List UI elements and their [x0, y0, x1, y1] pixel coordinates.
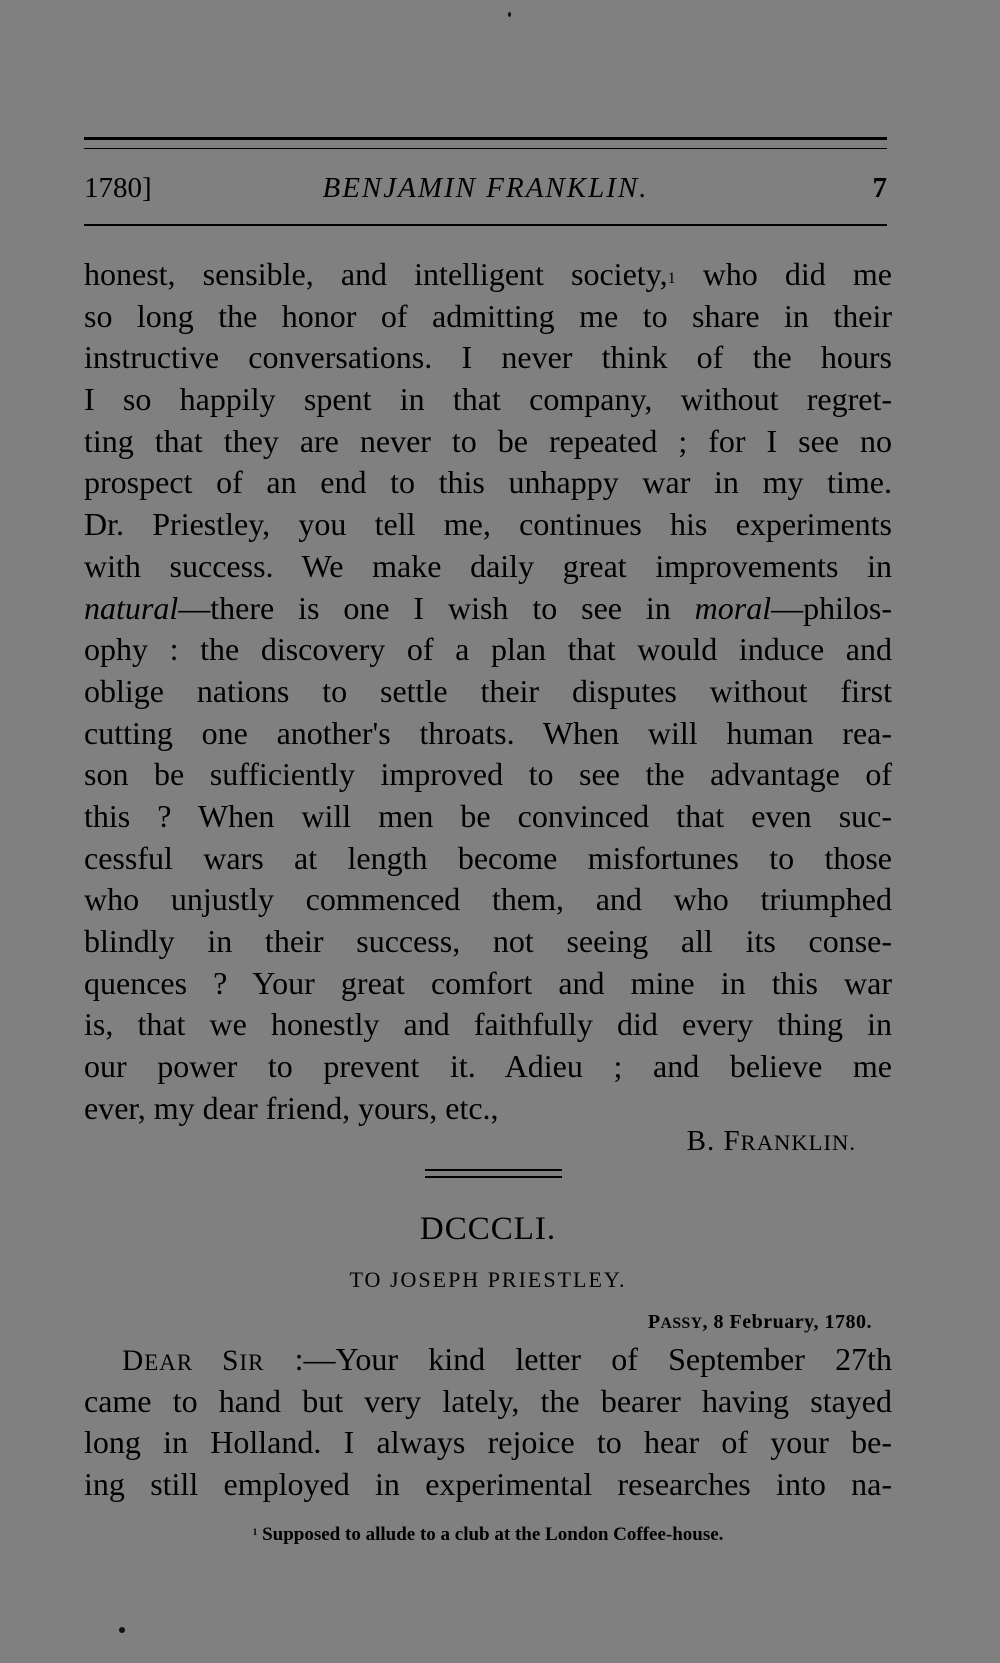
section-divider — [425, 1176, 562, 1178]
footnote — [84, 1524, 892, 1546]
text-line: with success. We make daily great improvements in — [84, 547, 892, 584]
signature: B. FRANKLIN. — [686, 1125, 856, 1157]
header-rule-top — [84, 137, 887, 140]
text-line: ophy : the discovery of a plan that would induce and — [84, 631, 892, 668]
running-head — [84, 172, 887, 212]
text-line: long in Holland. I always rejoice to hear of your be- — [84, 1424, 892, 1461]
text-line: blindly in their success, not seeing all its conse- — [84, 923, 892, 959]
text-line: ting that they are never to be repeated ; for I see no — [84, 422, 892, 459]
text-line: natural—there is one I wish to see in moral—philos- — [84, 589, 892, 626]
header-rule-top-thin — [84, 148, 887, 149]
salutation: DEAR SIR — [122, 1345, 265, 1377]
text-line: cessful wars at length become misfortunes to those — [84, 839, 892, 876]
header-rule-bottom — [84, 224, 887, 226]
ink-speck — [119, 1627, 125, 1633]
footnote-reference: 1 — [667, 270, 676, 287]
footnote-marker: 1 — [252, 1528, 258, 1538]
text-line: this ? When will men be convinced that even suc- — [84, 797, 892, 834]
text-line: who unjustly commenced them, and who triumphed — [84, 881, 892, 918]
letter-recipient: TO JOSEPH PRIESTLEY. — [349, 1267, 627, 1292]
text-line: quences ? Your great comfort and mine in this war — [84, 964, 892, 1001]
text-line: I so happily spent in that company, without regret- — [84, 381, 892, 418]
footnote-text: Supposed to allude to a club at the London Coffee-house. — [257, 1524, 724, 1545]
text-line: oblige nations to settle their disputes without first — [84, 672, 892, 709]
page-number: 7 — [872, 172, 887, 204]
next-letter-body — [84, 1339, 892, 1506]
ink-speck — [508, 12, 511, 17]
text-line: Dr. Priestley, you tell me, continues his experiments — [84, 506, 892, 543]
letter-number: DCCCLI. — [419, 1211, 557, 1247]
italic-word-natural: natural — [84, 589, 179, 626]
text-line: so long the honor of admitting me to share in their — [84, 297, 892, 334]
text-line: son be sufficiently improved to see the advantage of — [84, 756, 892, 793]
text-line: ever, my dear friend, yours, etc., — [84, 1089, 499, 1126]
text-line: is, that we honestly and faithfully did every thing in — [84, 1006, 892, 1043]
letter-dateline: PASSY, 8 February, 1780. — [647, 1311, 872, 1333]
text-line: our power to prevent it. Adieu ; and believe me — [84, 1048, 892, 1085]
text-line: cutting one another's throats. When will human rea- — [84, 714, 892, 751]
text-line: honest, sensible, and intelligent society,$^1$ who did me — [84, 256, 893, 292]
header-title: BENJAMIN FRANKLIN. — [322, 172, 649, 204]
previous-letter-body — [84, 254, 892, 1129]
text-line: instructive conversations. I never think of the hours — [84, 339, 892, 376]
italic-word-moral: moral — [694, 589, 772, 626]
text-line: ing still employed in experimental researches into na- — [84, 1466, 892, 1503]
text-line: DEAR SIR :—Your kind letter of September 27th — [122, 1341, 892, 1377]
section-divider — [425, 1169, 562, 1171]
header-year: 1780] — [84, 172, 152, 204]
text-line: came to hand but very lately, the bearer having stayed — [84, 1382, 892, 1419]
text-line: prospect of an end to this unhappy war in my time. — [84, 464, 892, 501]
